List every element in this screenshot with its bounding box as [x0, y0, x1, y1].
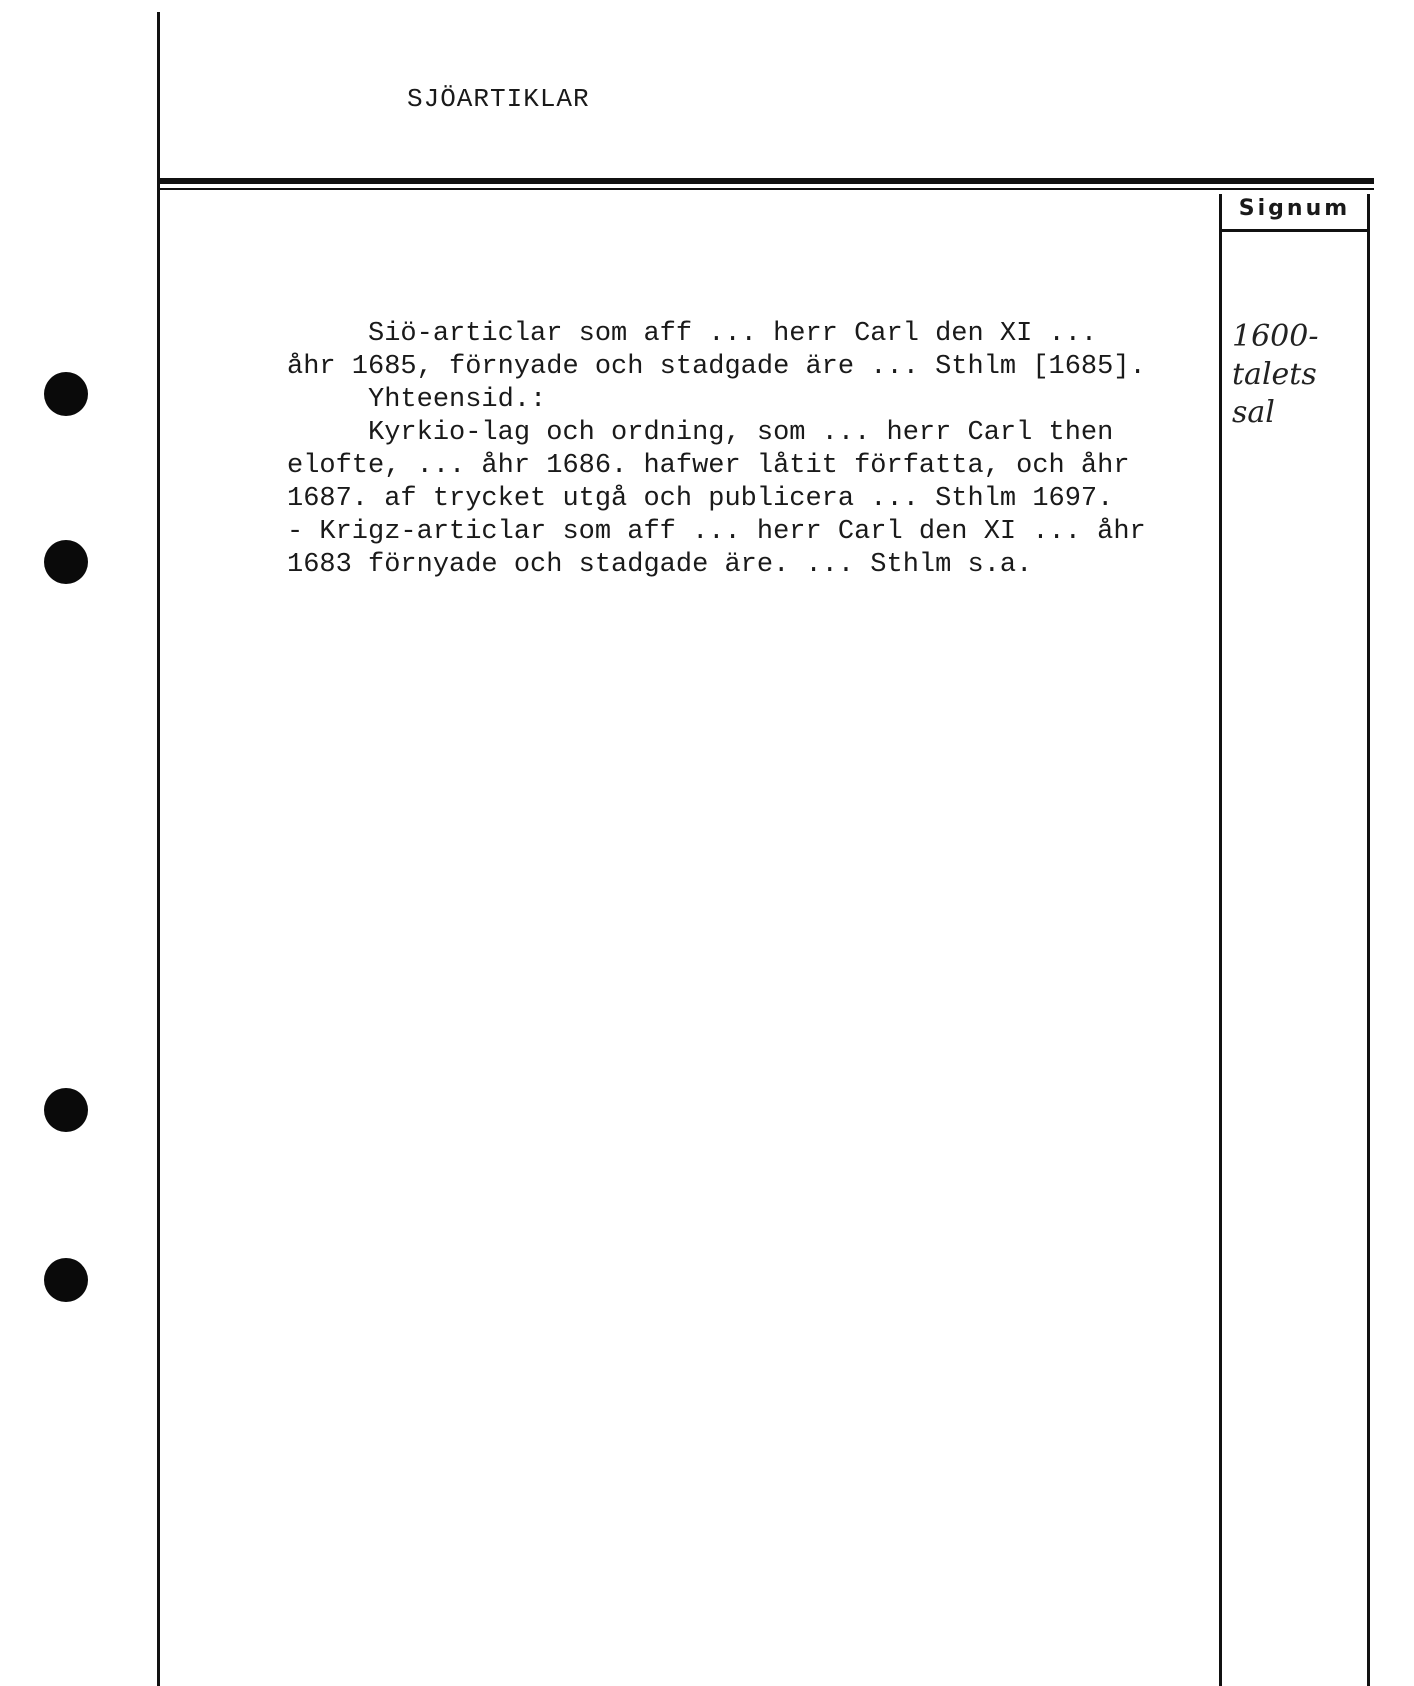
- entry-line: Yhteensid.:: [287, 385, 547, 415]
- punch-hole: [44, 540, 88, 584]
- entry-line: åhr 1685, förnyade och stadgade äre ... Sthlm [1685].: [287, 352, 1146, 382]
- signum-hand-line: sal: [1232, 395, 1275, 430]
- card-heading: SJÖARTIKLAR: [407, 84, 590, 114]
- signum-hand-line: 1600-: [1232, 319, 1319, 354]
- entry-line: elofte, ... åhr 1686. hafwer låtit författa, och åhr: [287, 451, 1130, 481]
- punch-hole: [44, 1258, 88, 1302]
- entry-line: 1683 förnyade och stadgade äre. ... Sthlm s.a.: [287, 550, 1033, 580]
- signum-header-rule: [1222, 229, 1367, 232]
- entry-line: - Krigz-articlar som aff ... herr Carl den XI ... åhr: [287, 517, 1146, 547]
- header-rule-thick: [160, 178, 1374, 184]
- entry-line: Kyrkio-lag och ordning, som ... herr Carl then: [287, 418, 1114, 448]
- bibliographic-entry: [287, 318, 1217, 582]
- header-rule-thin: [160, 188, 1374, 190]
- signum-hand-line: talets: [1232, 357, 1317, 392]
- punch-hole: [44, 372, 88, 416]
- left-margin-rule: [157, 12, 160, 1686]
- signum-column-left-rule: [1219, 194, 1222, 1686]
- entry-line: 1687. af trycket utgå och publicera ... Sthlm 1697.: [287, 484, 1114, 514]
- signum-header: Signum: [1238, 196, 1351, 221]
- signum-column-right-rule: [1367, 194, 1370, 1686]
- signum-handwritten-note: [1232, 318, 1362, 432]
- punch-hole: [44, 1088, 88, 1132]
- entry-line: Siö-articlar som aff ... herr Carl den XI ...: [287, 319, 1098, 349]
